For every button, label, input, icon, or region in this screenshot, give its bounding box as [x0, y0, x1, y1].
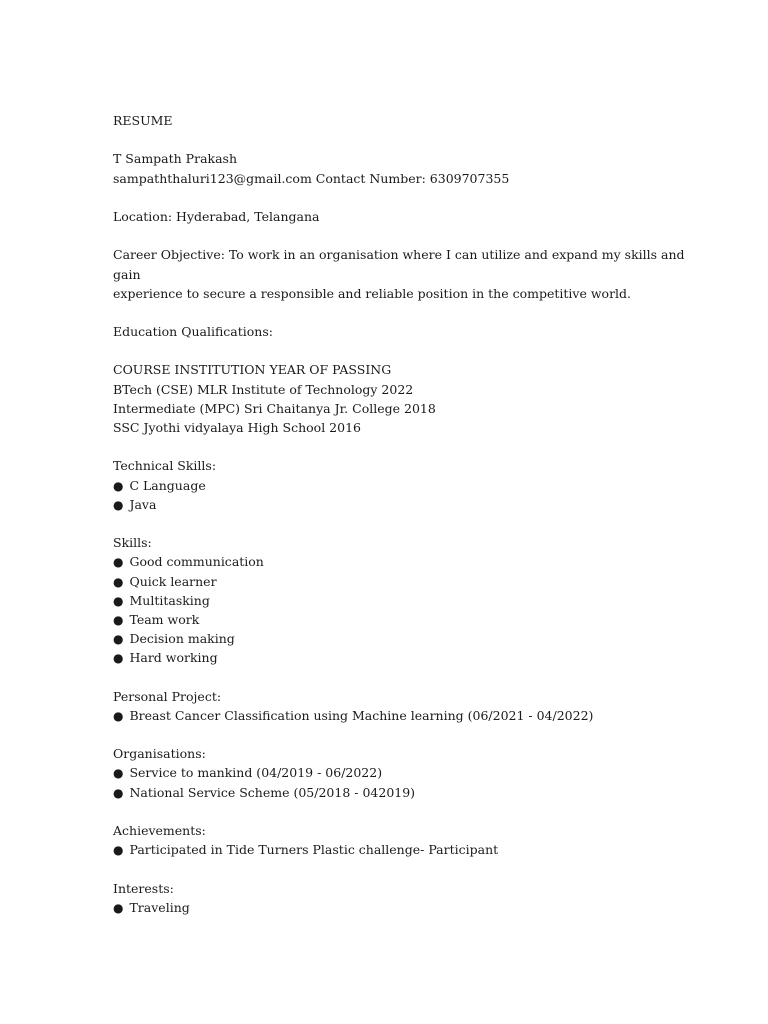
list-item [113, 840, 673, 859]
list-item [113, 591, 673, 610]
list-item-text: Java [129, 496, 157, 512]
bullet-icon: ● [113, 785, 124, 800]
spacer [113, 226, 673, 245]
bullet-icon: ● [113, 900, 124, 915]
list-item-text: Quick learner [129, 573, 217, 589]
list-item-text: Breast Cancer Classification using Machine learning (06/2021 - 04/2022) [129, 707, 594, 723]
spacer [113, 802, 673, 821]
list-item [113, 610, 673, 629]
list-item-text: Participated in Tide Turners Plastic challenge- Participant [129, 842, 499, 858]
bullet-icon: ● [113, 843, 124, 858]
list-item [113, 629, 673, 648]
personal-project-heading: Personal Project: [113, 688, 222, 704]
list-item-text: National Service Scheme (05/2018 - 042019) [129, 784, 416, 800]
organisations-heading: Organisations: [113, 746, 206, 762]
education-row: Intermediate (MPC) Sri Chaitanya Jr. College 2018 [113, 400, 436, 416]
candidate-name: T Sampath Prakash [113, 151, 238, 167]
contact-line: sampaththaluri123@gmail.com Contact Number: 6309707355 [113, 170, 510, 186]
list-item-text: Multitasking [129, 592, 210, 608]
resume-page [113, 111, 685, 917]
interests-heading: Interests: [113, 880, 174, 896]
education-row: SSC Jyothi vidyalaya High School 2016 [113, 420, 361, 435]
list-item [113, 763, 673, 782]
list-item [113, 495, 673, 514]
bullet-icon: ● [113, 766, 124, 781]
location-line: Location: Hyderabad, Telangana [113, 208, 320, 224]
spacer [113, 725, 673, 744]
education-row: BTech (CSE) MLR Institute of Technology 2022 [113, 381, 414, 397]
achievements-heading: Achievements: [113, 822, 206, 838]
spacer [113, 130, 673, 149]
spacer [113, 188, 673, 207]
spacer [113, 341, 673, 360]
list-item [113, 648, 673, 667]
spacer [113, 437, 673, 456]
list-item-text: Team work [129, 611, 200, 627]
list-item-text: Traveling [129, 899, 190, 915]
spacer [113, 514, 673, 533]
list-item-text: Service to mankind (04/2019 - 06/2022) [129, 765, 383, 781]
list-item [113, 572, 673, 591]
list-item [113, 898, 673, 917]
bullet-icon: ● [113, 593, 124, 608]
bullet-icon: ● [113, 574, 124, 589]
bullet-icon: ● [113, 708, 124, 723]
education-heading: Education Qualifications: [113, 324, 273, 340]
list-item [113, 706, 673, 725]
bullet-icon: ● [113, 497, 124, 512]
list-item [113, 476, 673, 495]
objective-line: Career Objective: To work in an organisation where I can utilize and expand my skills and [113, 247, 685, 263]
objective-line: experience to secure a responsible and reliable position in the competitive world. [113, 285, 632, 301]
bullet-icon: ● [113, 478, 124, 493]
list-item-text: Good communication [129, 554, 264, 570]
spacer [113, 303, 673, 322]
technical-skills-heading: Technical Skills: [113, 458, 217, 474]
bullet-icon: ● [113, 612, 124, 627]
spacer [113, 859, 673, 878]
list-item-text: Decision making [129, 631, 235, 647]
bullet-icon: ● [113, 632, 124, 647]
list-item [113, 552, 673, 571]
education-header-row: COURSE INSTITUTION YEAR OF PASSING [113, 362, 392, 378]
spacer [113, 667, 673, 686]
resume-heading: RESUME [113, 113, 173, 128]
list-item [113, 783, 673, 802]
list-item-text: Hard working [129, 650, 218, 666]
bullet-icon: ● [113, 555, 124, 570]
skills-heading: Skills: [113, 535, 152, 551]
objective-line: gain [113, 266, 141, 282]
list-item-text: C Language [129, 477, 206, 493]
bullet-icon: ● [113, 651, 124, 666]
